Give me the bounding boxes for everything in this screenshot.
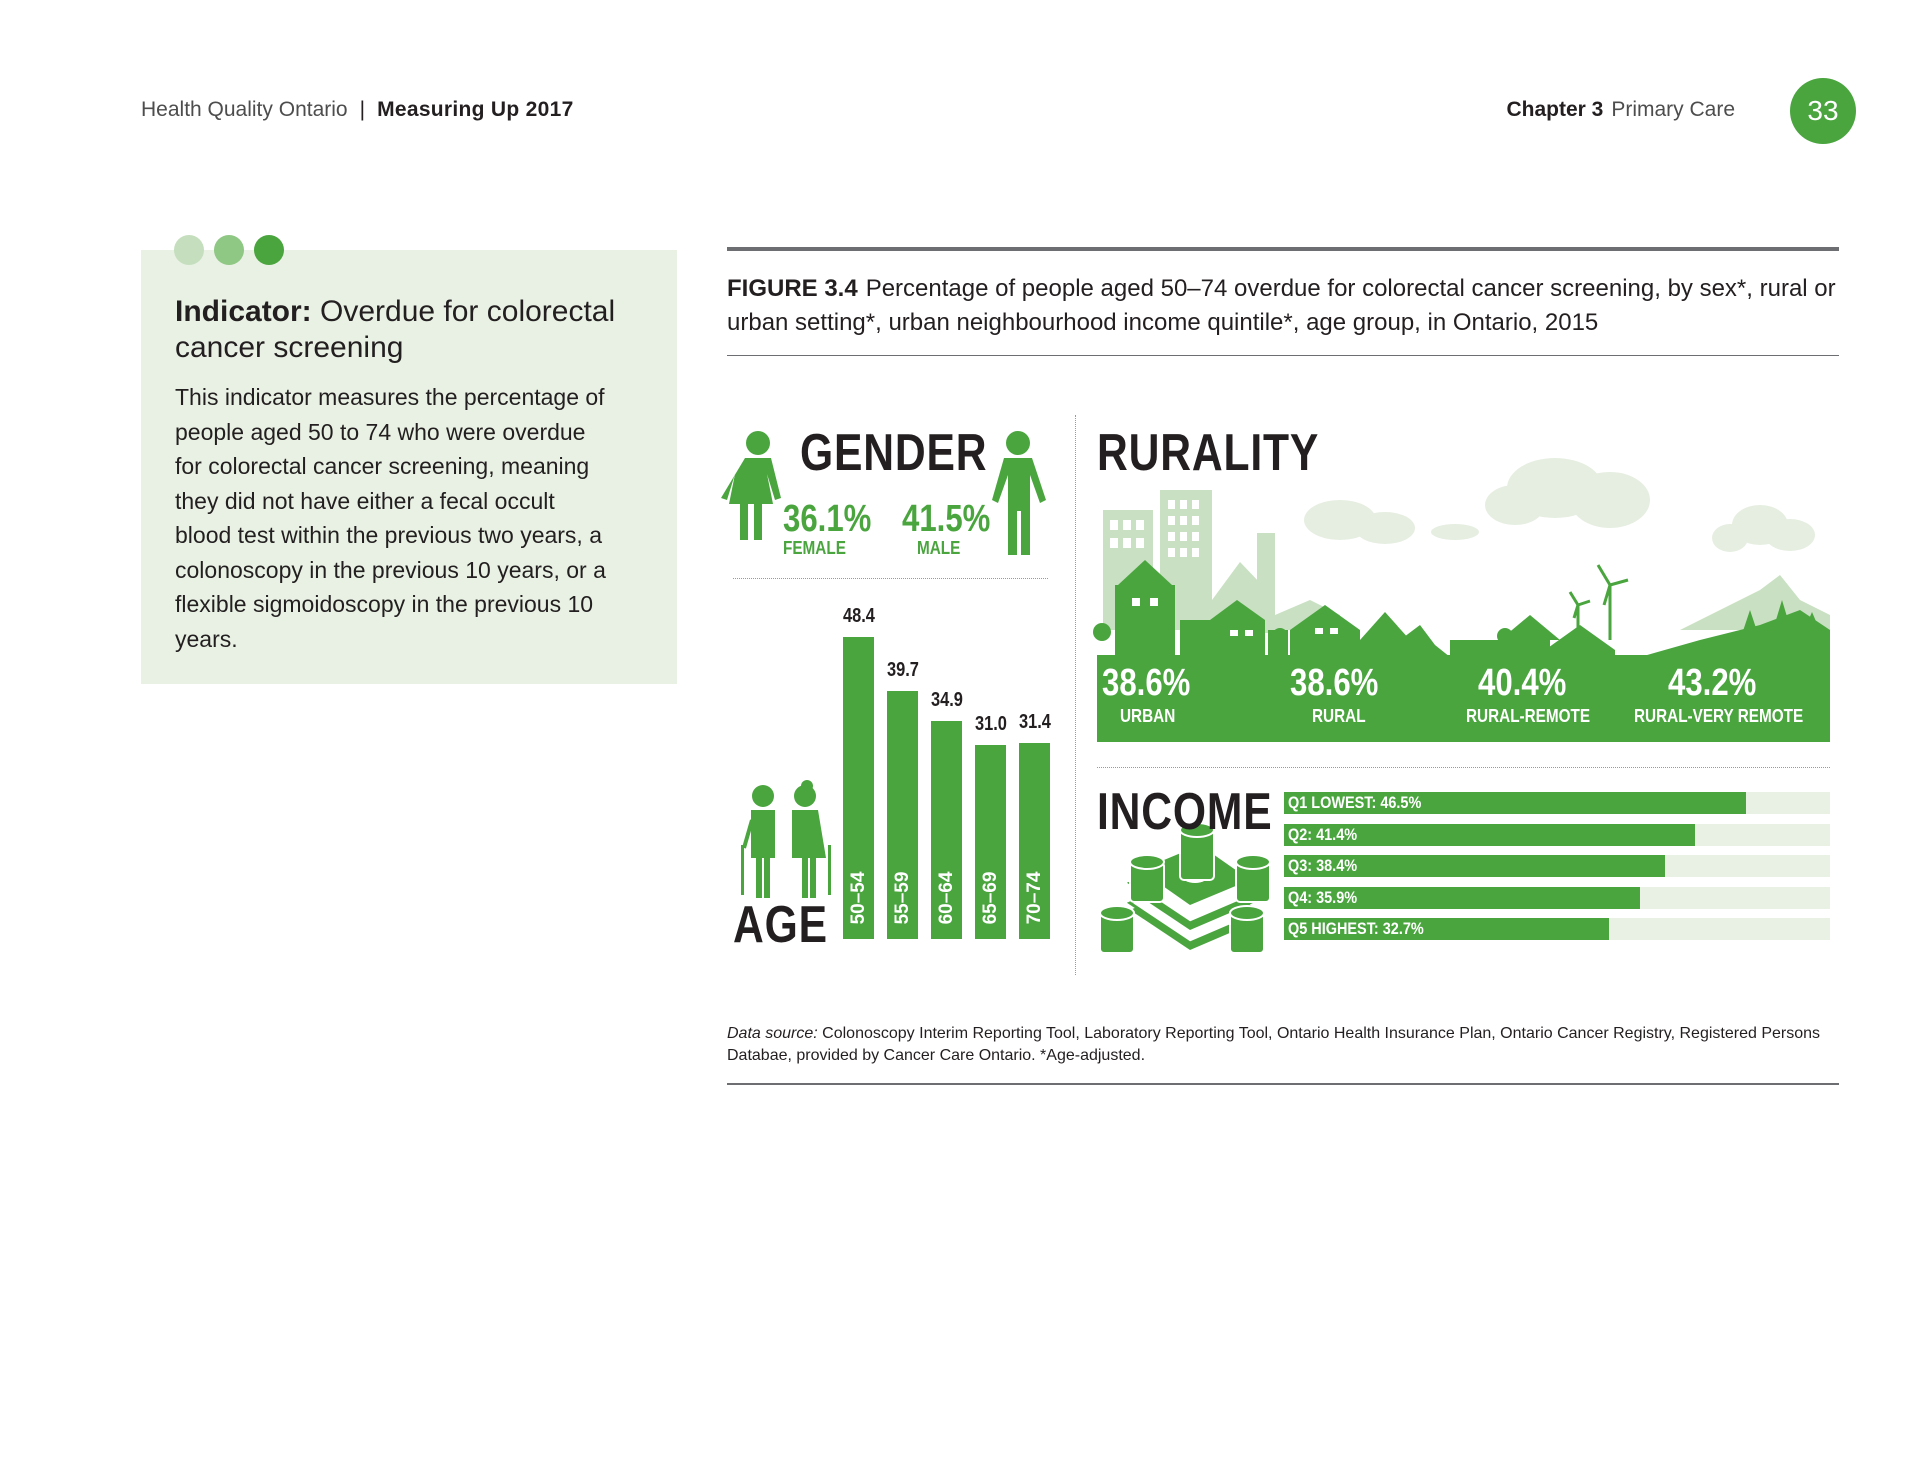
figure-caption-text: Percentage of people aged 50–74 overdue for colorectal cancer screening, by sex*, rural or urban setting*, urban neighbourhood income quintile*, age group, in Ontario, 2015 [727, 275, 1836, 336]
data-source-note [727, 1023, 1839, 1067]
age-value-label: 48.4 [843, 604, 875, 627]
income-bar-fill [1284, 855, 1665, 877]
money-stack-icon [1100, 823, 1270, 953]
income-bar-fill [1284, 918, 1609, 940]
figure-label: FIGURE 3.4 [727, 275, 858, 302]
age-heading: AGE [733, 896, 828, 954]
rural-percentage: 38.6% [1290, 662, 1379, 704]
indicator-title-bold: Indicator: [175, 295, 312, 328]
page-number-badge: 33 [1790, 78, 1856, 144]
header-separator: | [359, 98, 366, 121]
gender-heading: GENDER [800, 424, 988, 482]
male-label: MALE [917, 538, 961, 558]
income-bar-label: Q2: 41.4% [1288, 824, 1358, 844]
data-source-text: Colonoscopy Interim Reporting Tool, Laboratory Reporting Tool, Ontario Health Insurance Plan, Ontario Cancer Registry, Registered Persons Databae, provided by Cancer Care Ontario. *Age-adjusted. [727, 1025, 1821, 1064]
rural-label: RURAL [1312, 706, 1366, 726]
income-bar-fill [1284, 792, 1746, 814]
rurality-landscape [1093, 458, 1830, 657]
age-value-label: 31.0 [975, 713, 1007, 736]
income-bar-label: Q5 HIGHEST: 32.7% [1288, 919, 1424, 938]
income-bar-label: Q3: 38.4% [1288, 856, 1358, 875]
income-bar-fill [1284, 887, 1640, 909]
income-bar-label: Q1 LOWEST: 46.5% [1288, 793, 1422, 812]
urban-label: URBAN [1120, 706, 1176, 726]
data-source-label: Data source: [727, 1025, 818, 1042]
income-bar-track [1284, 918, 1830, 940]
rural-very-remote-percentage: 43.2% [1668, 662, 1757, 704]
female-label: FEMALE [783, 538, 846, 558]
age-bar [887, 691, 918, 939]
income-bar-label: Q4: 35.9% [1288, 887, 1358, 907]
rurality-heading: RURALITY [1097, 424, 1320, 482]
income-bar-track [1284, 855, 1830, 877]
panel-divider [1075, 415, 1076, 975]
rurality-divider [1097, 767, 1830, 768]
female-person-icon [721, 431, 781, 540]
income-heading: INCOME [1097, 783, 1273, 841]
income-bar-track [1284, 824, 1830, 846]
source-bottom-rule [727, 1083, 1839, 1085]
income-bar-fill [1284, 824, 1695, 846]
age-category-label: 65–69 [979, 871, 1001, 925]
age-bar [975, 745, 1006, 939]
age-value-label: 34.9 [931, 688, 963, 711]
rural-remote-label: RURAL-REMOTE [1466, 706, 1591, 726]
age-bar [931, 721, 962, 939]
age-bar [1019, 743, 1050, 939]
chapter-title: Primary Care [1611, 98, 1735, 121]
income-bar-track [1284, 792, 1830, 814]
income-bar-track [1284, 887, 1830, 909]
male-person-icon [992, 431, 1046, 555]
age-category-label: 70–74 [1023, 871, 1045, 925]
org-name: Health Quality Ontario [141, 98, 348, 121]
age-value-label: 39.7 [887, 658, 919, 681]
age-bar [843, 637, 874, 940]
age-category-label: 60–64 [935, 871, 957, 925]
urban-percentage: 38.6% [1102, 662, 1191, 704]
female-percentage: 36.1% [783, 498, 872, 540]
rural-remote-percentage: 40.4% [1478, 662, 1567, 704]
gender-divider [733, 578, 1048, 579]
report-title: Measuring Up 2017 [377, 98, 574, 121]
age-category-label: 50–54 [847, 871, 869, 925]
chapter-label: Chapter 3 [1506, 98, 1604, 121]
rural-very-remote-label: RURAL-VERY REMOTE [1634, 706, 1804, 726]
male-percentage: 41.5% [902, 498, 991, 540]
indicator-description: This indicator measures the percentage of people aged 50 to 74 who were overdue for colorectal cancer screening, meaning they did not have either a fecal occult blood test within the previous two years, a colonoscopy in the previous 10 years, or a flexible sigmoidoscopy in the previous 10 years. [175, 384, 606, 652]
age-value-label: 31.4 [1019, 710, 1051, 733]
age-category-label: 55–59 [891, 871, 913, 925]
elderly-couple-icon [741, 780, 831, 898]
indicator-title-text: Overdue for colorectal cancer screening [175, 295, 616, 364]
